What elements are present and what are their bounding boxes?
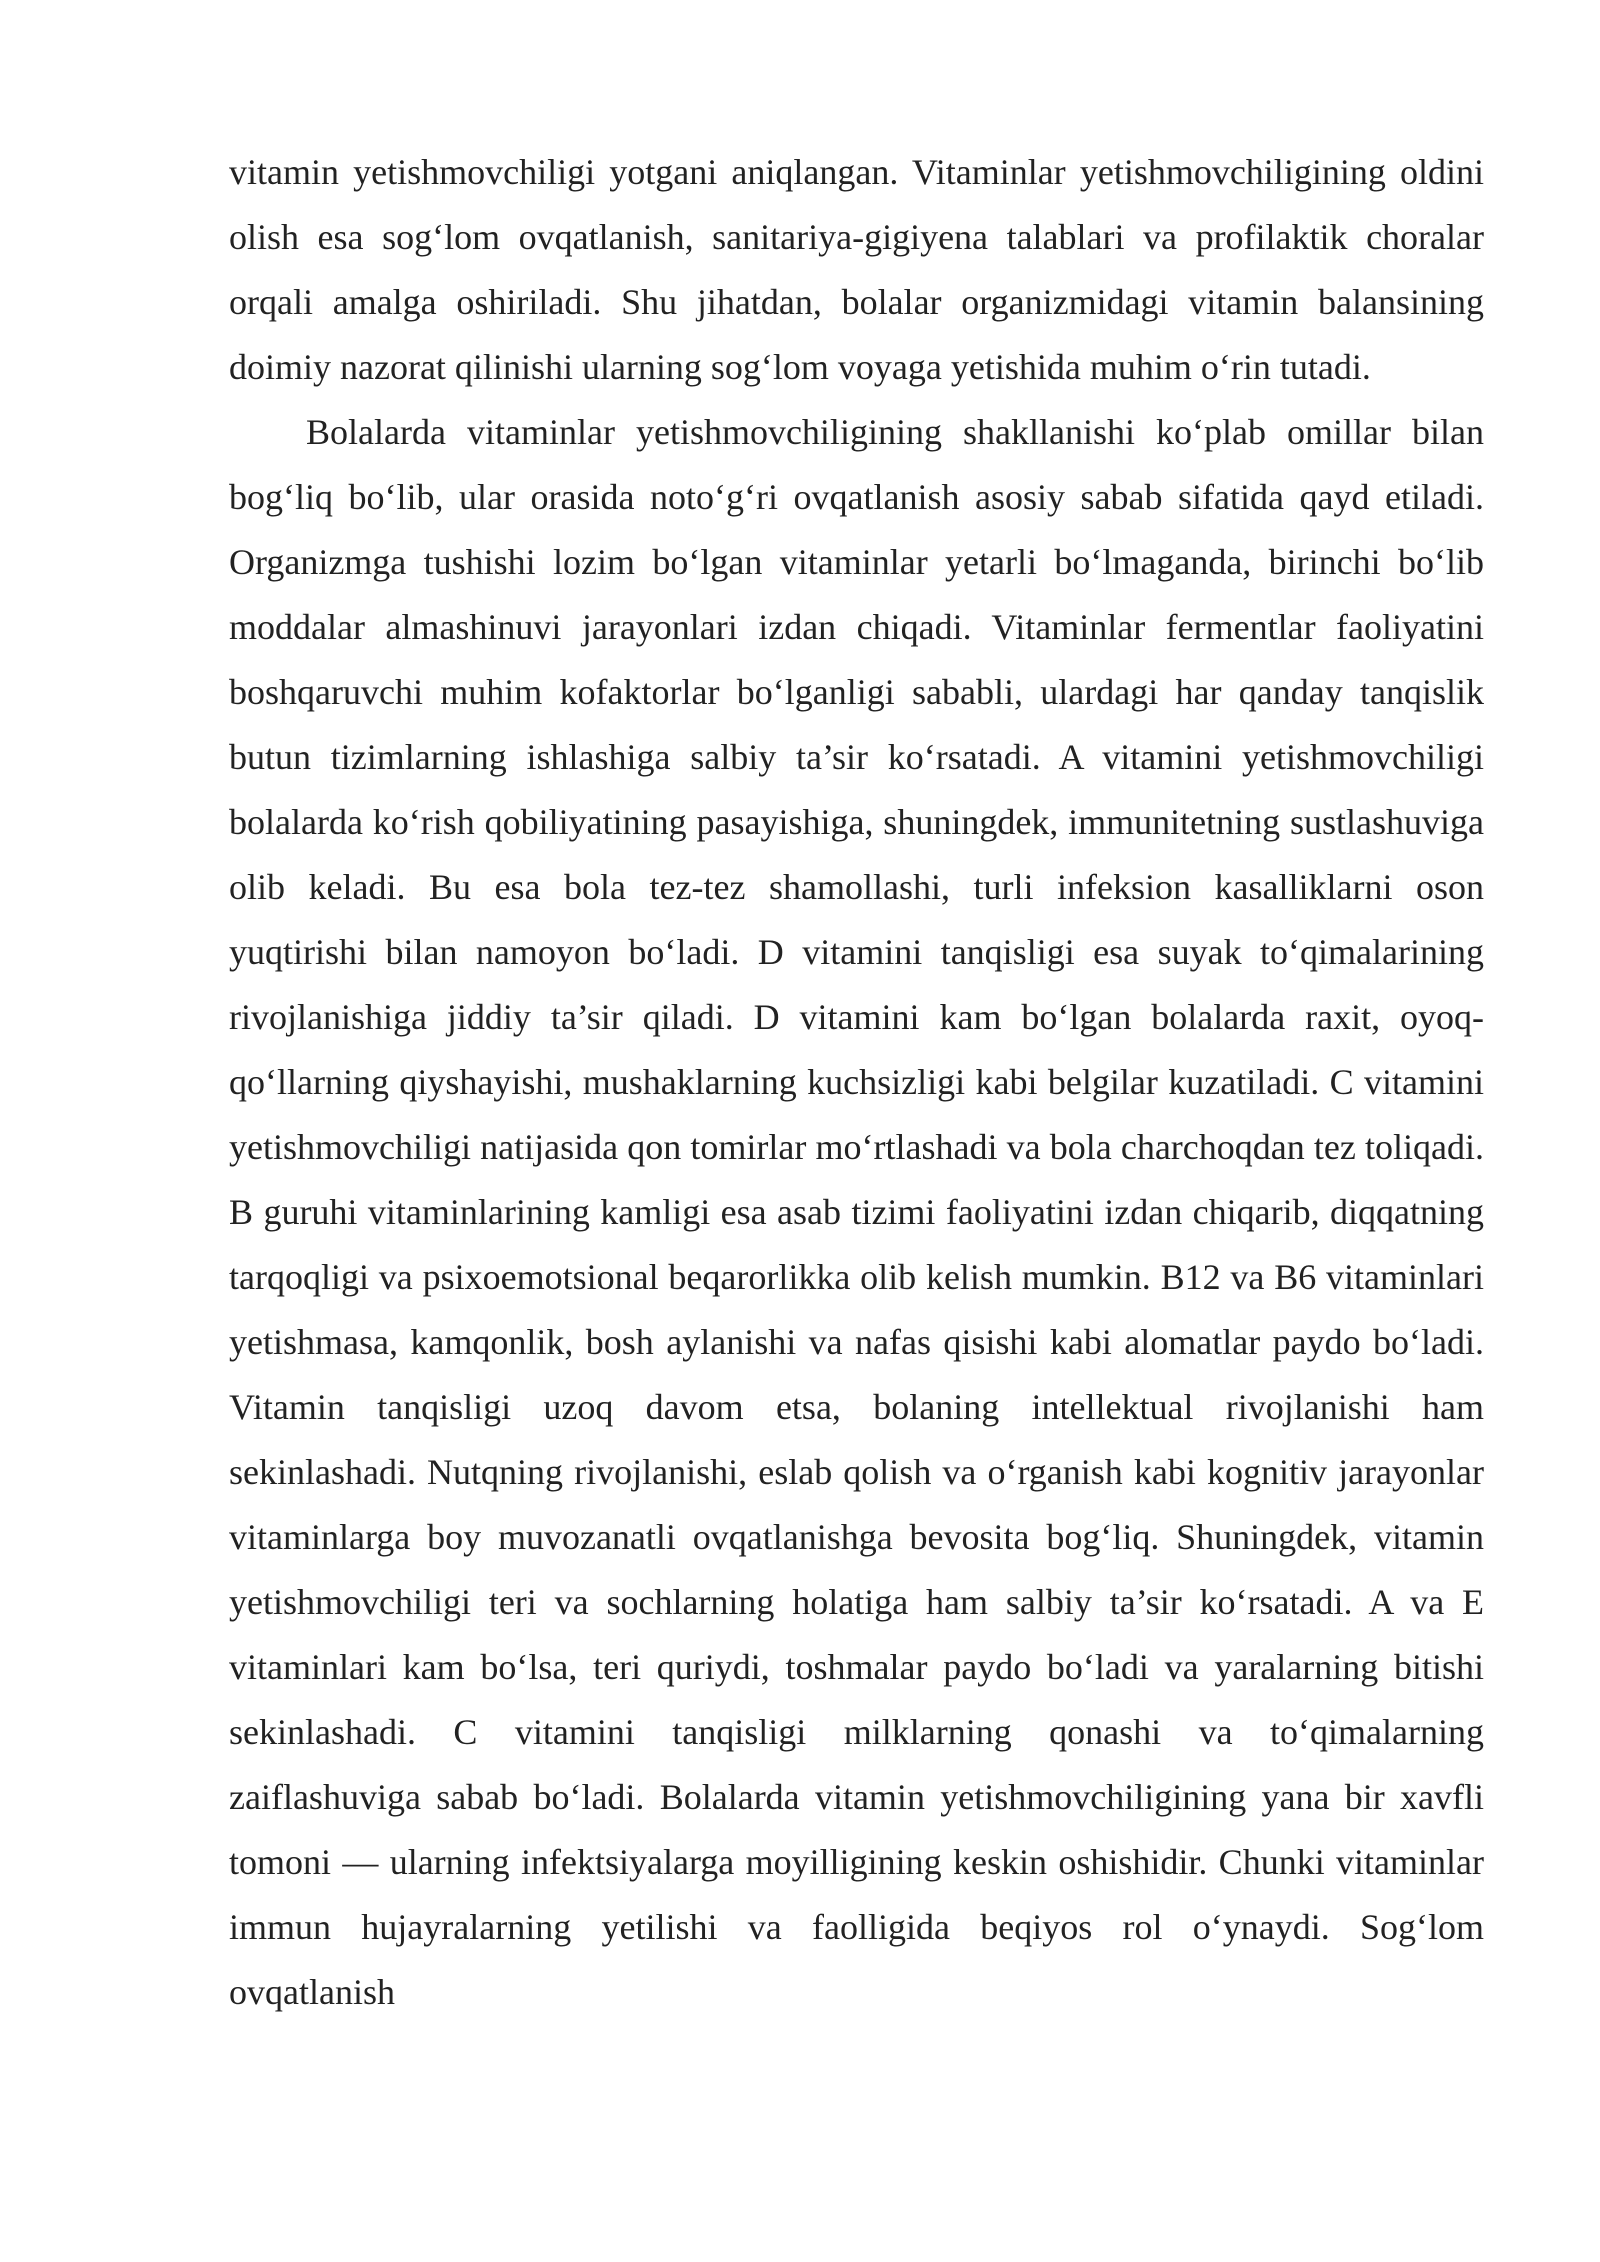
paragraph-vitamin-deficiency: Bolalarda vitaminlar yetishmovchiligining shakllanishi ko‘plab omillar bilan bog‘liq bo‘lib, ular orasida noto‘g‘ri ovqatlanish asosiy sabab sifatida qayd etiladi. Organizmga tushishi lozim bo‘lgan vitaminlar yetarli bo‘lmaganda, birinchi bo‘lib moddalar almashinuvi jarayonlari izdan chiqadi. Vitaminlar fermentlar faoliyatini boshqaruvchi muhim kofaktorlar bo‘lganligi sababli, ulardagi har qanday tanqislik butun tizimlarning ishlashiga salbiy ta’sir ko‘rsatadi. A vitamini yetishmovchiligi bolalarda ko‘rish qobiliyatining pasayishiga, shuningdek, immunitetning sustlashuviga olib keladi. Bu esa bola tez-tez shamollashi, turli infeksion kasalliklarni oson yuqtirishi bilan namoyon bo‘ladi. D vitamini tanqisligi esa suyak to‘qimalarining rivojlanishiga jiddiy ta’sir qiladi. D vitamini kam bo‘lgan bolalarda raxit, oyoq-qo‘llarning qiyshayishi, mushaklarning kuchsizligi kabi belgilar kuzatiladi. C vitamini yetishmovchiligi natijasida qon tomirlar mo‘rtlashadi va bola charchoqdan tez toliqadi. B guruhi vitaminlarining kamligi esa asab tizimi faoliyatini izdan chiqarib, diqqatning tarqoqligi va psixoemotsional beqarorlikka olib kelish mumkin. B12 va B6 vitaminlari yetishmasa, kamqonlik, bosh aylanishi va nafas qisishi kabi alomatlar paydo bo‘ladi. Vitamin tanqisligi uzoq davom etsa, bolaning intellektual rivojlanishi ham sekinlashadi. Nutqning rivojlanishi, eslab qolish va o‘rganish kabi kognitiv jarayonlar vitaminlarga boy muvozanatli ovqatlanishga bevosita bog‘liq. Shuningdek, vitamin yetishmovchiligi teri va sochlarning holatiga ham salbiy ta’sir ko‘rsatadi. A va E vitaminlari kam bo‘lsa, teri quriydi, toshmalar paydo bo‘ladi va yaralarning bitishi sekinlashadi. C vitamini tanqisligi milklarning qonashi va to‘qimalarning zaiflashuviga sabab bo‘ladi. Bolalarda vitamin yetishmovchiligining yana bir xavfli tomoni — ularning infektsiyalarga moyilligining keskin oshishidir. Chunki vitaminlar immun hujayralarning yetilishi va faolligida beqiyos rol o‘ynaydi. Sog‘lom ovqatlanish <box>229 412 1484 2012</box>
document-body <box>229 140 1484 2025</box>
paragraph-continued: vitamin yetishmovchiligi yotgani aniqlangan. Vitaminlar yetishmovchiligining oldini olish esa sog‘lom ovqatlanish, sanitariya-gigiyena talablari va profilaktik choralar orqali amalga oshiriladi. Shu jihatdan, bolalar organizmidagi vitamin balansining doimiy nazorat qilinishi ularning sog‘lom voyaga yetishida muhim o‘rin tutadi. <box>229 152 1484 387</box>
